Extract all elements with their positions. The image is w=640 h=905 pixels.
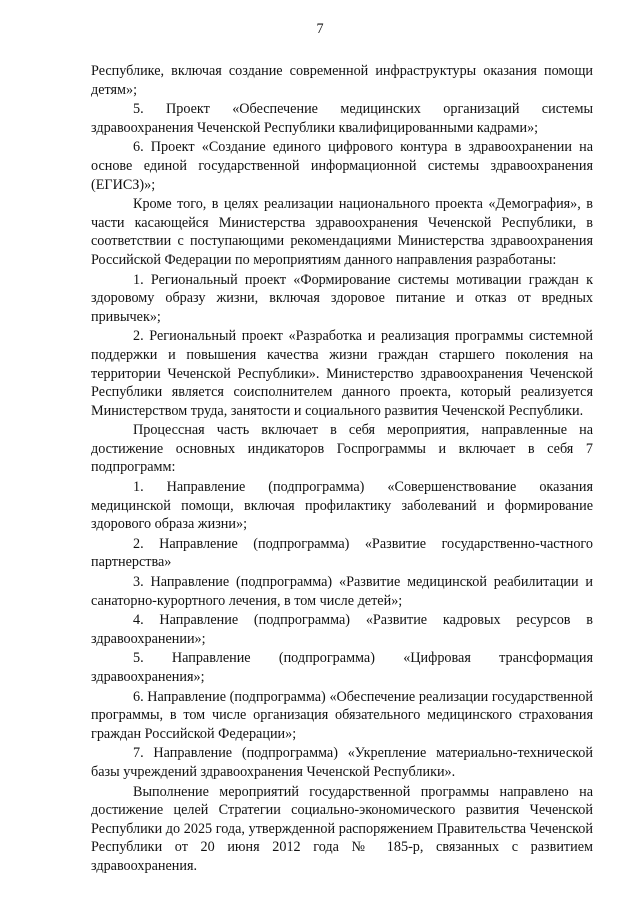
paragraph: 2. Региональный проект «Разработка и реализация программы системной поддержки и повышения качества жизни граждан старшего поколения на территории Чеченской Республики». Министерство здравоохранения Чеченской Республики является соисполнителем данного проекта, который реализуется Министерством труда, занятости и социального развития Чеченской Республики. xyxy=(91,328,593,419)
paragraph: 2. Направление (подпрограмма) «Развитие государственно-частного партнерства» xyxy=(91,535,593,571)
paragraph: Республике, включая создание современной инфраструктуры оказания помощи детям»; xyxy=(91,63,593,98)
paragraph: 1. Региональный проект «Формирование системы мотивации граждан к здоровому образу жизни, включая здоровое питание и отказ от вредных привычек»; xyxy=(91,271,593,325)
body-text xyxy=(91,62,593,876)
paragraph: 1. Направление (подпрограмма) «Совершенствование оказания медицинской помощи, включая профилактику заболеваний и формирование здорового образа жизни»; xyxy=(91,479,593,533)
page-number: 7 xyxy=(316,21,324,37)
paragraph: 3. Направление (подпрограмма) «Развитие медицинской реабилитации и санаторно-курортного лечения, в том числе детей»; xyxy=(91,574,593,609)
paragraph: 6. Проект «Создание единого цифрового контура в здравоохранении на основе единой государственной информационной системы здравоохранения (ЕГИСЗ)»; xyxy=(91,139,593,193)
paragraph: 7. Направление (подпрограмма) «Укрепление материально-технической базы учреждений здравоохранения Чеченской Республики». xyxy=(91,745,593,780)
paragraph: 5. Направление (подпрограмма) «Цифровая трансформация здравоохранения»; xyxy=(91,650,593,685)
paragraph: Кроме того, в целях реализации национального проекта «Демография», в части касающейся Министерства здравоохранения Чеченской Республики, в соответствии с поступающими рекомендациями Министерства здравоохранения Российской Федерации по мероприятиям данного направления разработаны: xyxy=(91,196,593,268)
paragraph: 4. Направление (подпрограмма) «Развитие кадровых ресурсов в здравоохранении»; xyxy=(91,612,593,647)
paragraph: Выполнение мероприятий государственной программы направлено на достижение целей Стратегии социально-экономического развития Чеченской Республики до 2025 года, утвержденной распоряжением Правительства Чеченской Республики от 20 июня 2012 года № 185-р, связанных с развитием здравоохранения. xyxy=(91,783,593,874)
paragraph: 5. Проект «Обеспечение медицинских организаций системы здравоохранения Чеченской Республики квалифицированными кадрами»; xyxy=(91,101,593,136)
paragraph: Процессная часть включает в себя мероприятия, направленные на достижение основных индикаторов Госпрограммы и включает в себя 7 подпрограмм: xyxy=(91,422,593,476)
paragraph: 6. Направление (подпрограмма) «Обеспечение реализации государственной программы, в том числе организация обязательного медицинского страхования граждан Российской Федерации»; xyxy=(91,688,593,742)
